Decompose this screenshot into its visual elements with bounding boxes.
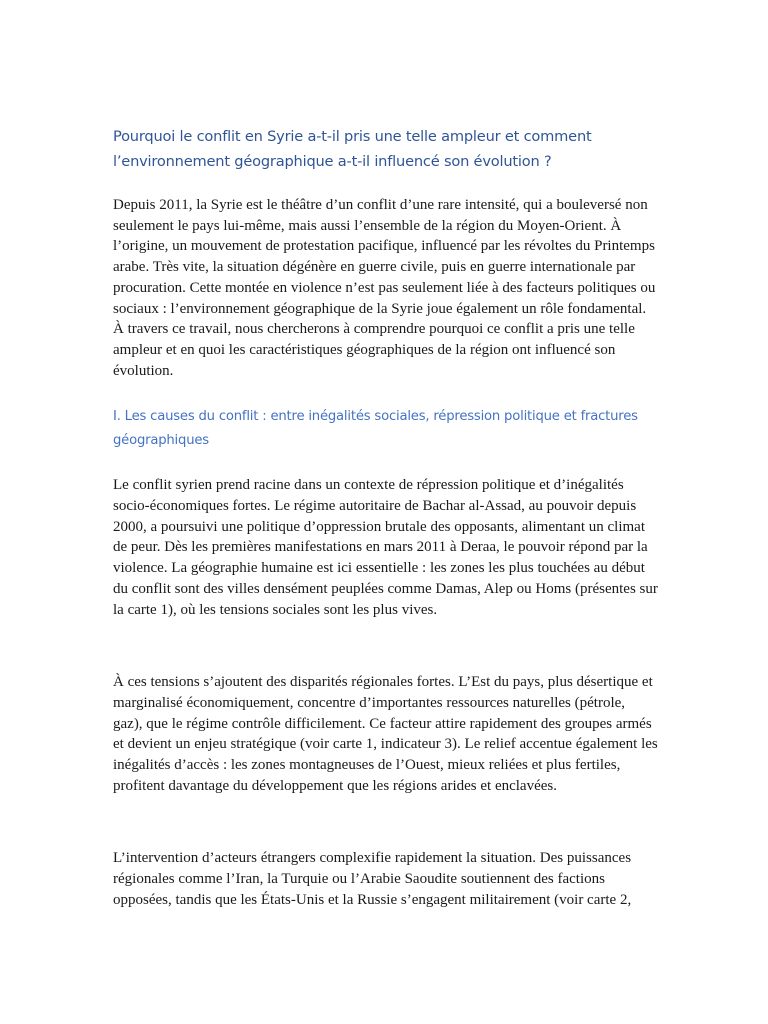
section-heading-causes: I. Les causes du conflit : entre inégalités sociales, répression politique et fractures géographiques <box>113 409 638 449</box>
section-paragraph: À ces tensions s’ajoutent des disparités régionales fortes. L’Est du pays, plus désertique et marginalisé économiquement, concentre d’importantes ressources naturelles (pétrole, gaz), que le régime contrôle difficilement. Ce facteur attire rapidement des groupes armés et devient un enjeu stratégique (voir carte 1, indicateur 3). Le relief accentue également les inégalités d’accès : les zones montagneuses de l’Ouest, mieux reliées et plus fertiles, profitent davantage du développement que les régions arides et enclavées. <box>113 674 658 794</box>
section-paragraph: Le conflit syrien prend racine dans un contexte de répression politique et d’inégalités socio-économiques fortes. Le régime autoritaire de Bachar al-Assad, au pouvoir depuis 2000, a poursuivi une politique d’oppression brutale des opposants, alimentant un climat de peur. Dès les premières manifestations en mars 2011 à Deraa, le pouvoir répond par la violence. La géographie humaine est ici essentielle : les zones les plus touchées au début du conflit sont des villes densément peuplées comme Damas, Alep ou Homs (présentes sur la carte 1), où les tensions sociales sont les plus vives. <box>113 477 658 618</box>
intro-paragraph: Depuis 2011, la Syrie est le théâtre d’un conflit d’une rare intensité, qui a bouleversé non seulement le pays lui-même, mais aussi l’ensemble de la région du Moyen-Orient. À l’origine, un mouvement de protestation pacifique, influencé par les révoltes du Printemps arabe. Très vite, la situation dégénère en guerre civile, puis en guerre internationale par procuration. Cette montée en violence n’est pas seulement liée à des facteurs politiques ou sociaux : l’environnement géographique de la Syrie joue également un rôle fondamental. À travers ce travail, nous chercherons à comprendre pourquoi ce conflit a pris une telle ampleur et en quoi les caractéristiques géographiques de la région ont influencé son évolution. <box>113 197 656 379</box>
document-title: Pourquoi le conflit en Syrie a-t-il pris une telle ampleur et comment l’environnement géographique a-t-il influencé son évolution ? <box>113 128 592 170</box>
document-body <box>113 124 658 911</box>
section-paragraph: L’intervention d’acteurs étrangers complexifie rapidement la situation. Des puissances régionales comme l’Iran, la Turquie ou l’Arabie Saoudite soutiennent des factions opposées, tandis que les États-Unis et la Russie s’engagent militairement (voir carte 2, <box>113 850 632 908</box>
